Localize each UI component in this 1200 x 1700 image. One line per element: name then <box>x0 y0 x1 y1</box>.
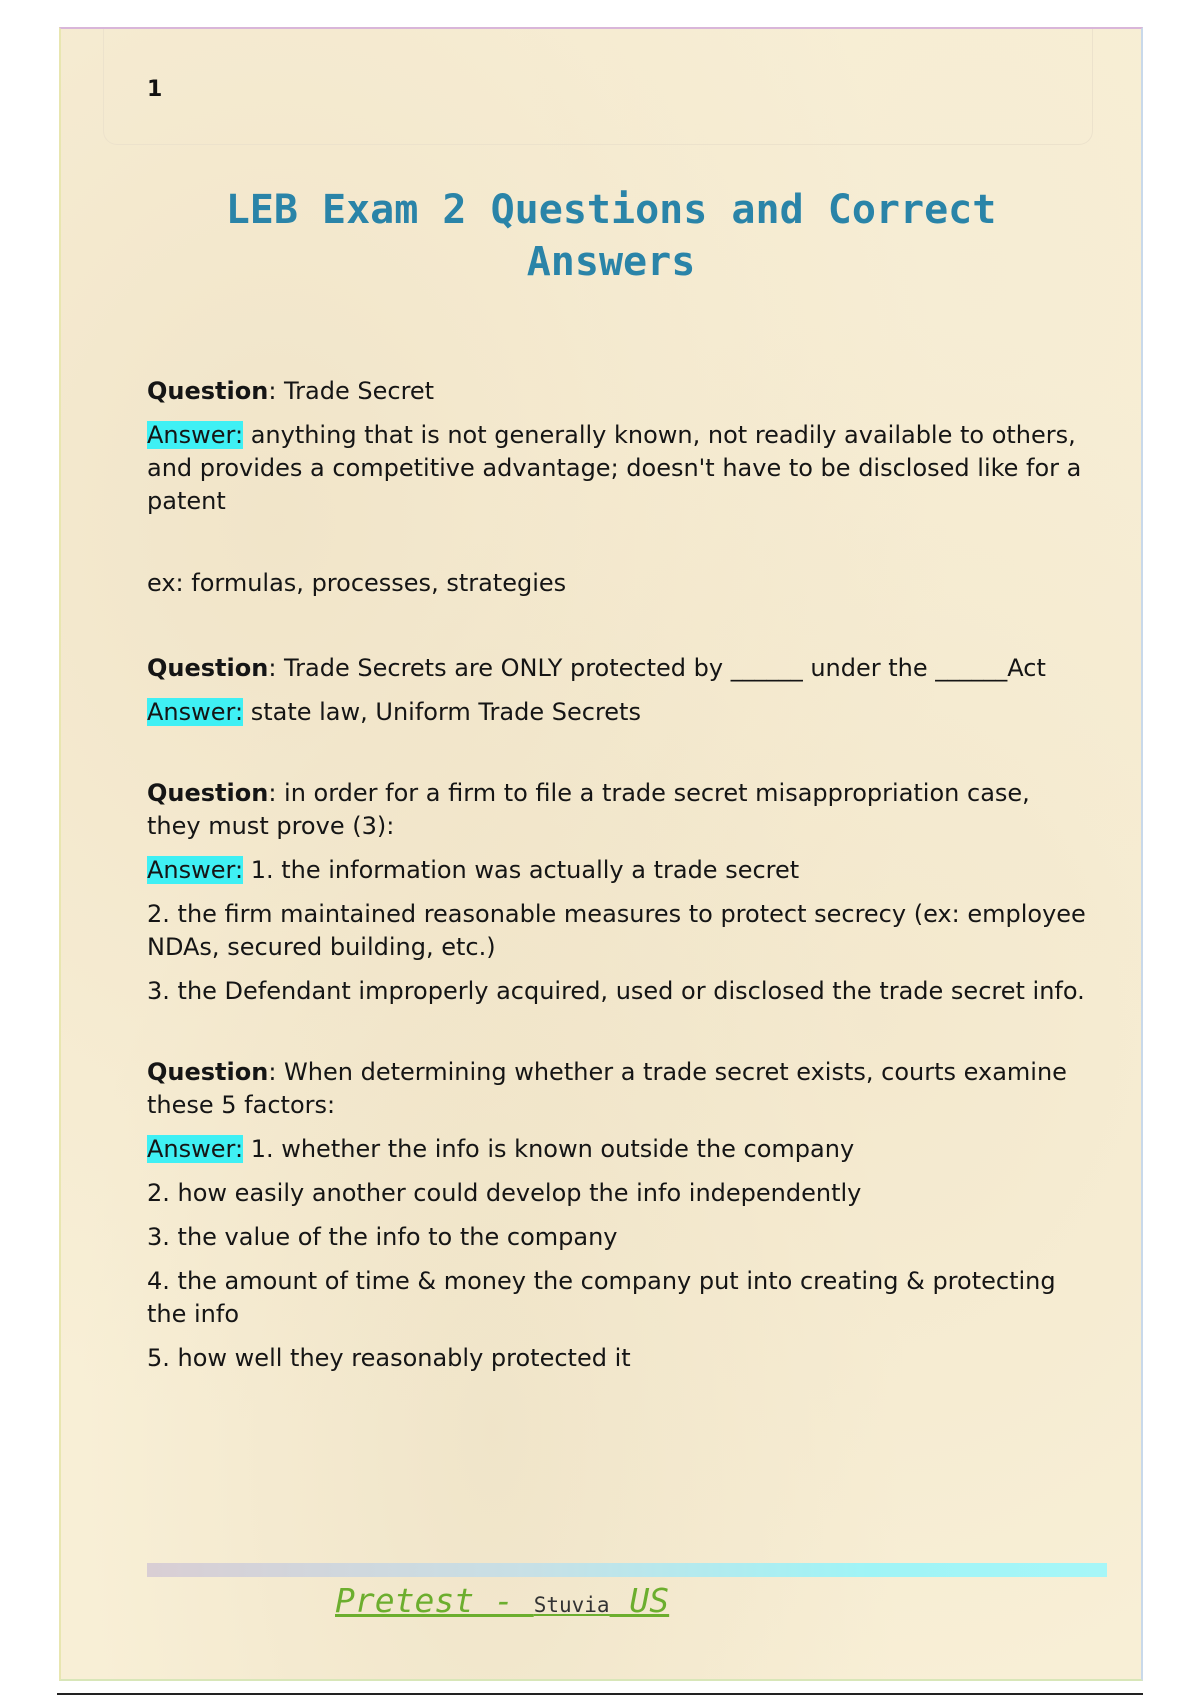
document-page <box>59 27 1143 1681</box>
answer-extra-line: 5. how well they reasonably protected it <box>147 1344 631 1372</box>
qa-content <box>147 375 1087 1375</box>
bottom-rule <box>57 1693 1143 1695</box>
qa-item <box>147 1056 1087 1375</box>
question-text: : Trade Secrets are ONLY protected by ______ under the ______Act <box>268 654 1046 682</box>
question-text: : When determining whether a trade secret exists, courts examine these 5 factors: <box>147 1058 1067 1119</box>
answer-label: Answer: <box>147 698 244 726</box>
answer-text: anything that is not generally known, not readily available to others, and provides a competitive advantage; doesn't have to be disclosed like for a patent <box>147 421 1082 515</box>
footer-divider <box>147 1563 1107 1577</box>
question-label: Question <box>147 1058 269 1086</box>
question-text: : Trade Secret <box>268 377 435 405</box>
qa-item <box>147 777 1087 1008</box>
answer-extra-line: 3. the Defendant improperly acquired, used or disclosed the trade secret info. <box>147 977 1085 1005</box>
page-number: 1 <box>147 77 163 102</box>
question-text: : in order for a firm to file a trade secret misappropriation case, they must prove (3): <box>147 779 1030 840</box>
footer-stuvia: Stuvia <box>533 1593 610 1617</box>
answer-extra-line: 2. the firm maintained reasonable measures to protect secrecy (ex: employee NDAs, secured building, etc.) <box>147 900 1086 961</box>
answer-label: Answer: <box>147 856 244 884</box>
question-label: Question <box>147 377 269 405</box>
answer-label: Answer: <box>147 1135 244 1163</box>
question-label: Question <box>147 779 269 807</box>
footer-us: US <box>609 1581 670 1620</box>
footer-brand <box>335 1581 669 1620</box>
document-title: LEB Exam 2 Questions and Correct Answers <box>225 187 997 285</box>
answer-extra-line: 3. the value of the info to the company <box>147 1223 618 1251</box>
answer-extra-line: ex: formulas, processes, strategies <box>147 569 567 597</box>
answer-text: state law, Uniform Trade Secrets <box>243 698 641 726</box>
qa-item <box>147 375 1087 600</box>
answer-extra-line: 4. the amount of time & money the company put into creating & protecting the info <box>147 1267 1056 1328</box>
answer-text: 1. the information was actually a trade secret <box>243 856 800 884</box>
qa-item <box>147 652 1087 729</box>
header-box <box>103 29 1093 145</box>
question-label: Question <box>147 654 269 682</box>
answer-extra-line: 2. how easily another could develop the info independently <box>147 1179 862 1207</box>
footer-pretest: Pretest - <box>335 1581 534 1620</box>
answer-text: 1. whether the info is known outside the company <box>243 1135 855 1163</box>
answer-label: Answer: <box>147 421 244 449</box>
